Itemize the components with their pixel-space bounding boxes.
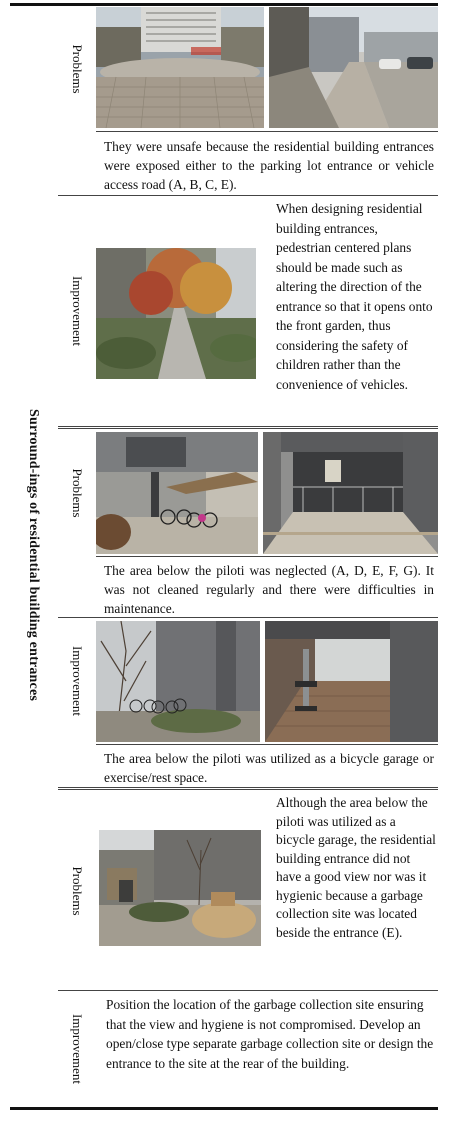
divider: [96, 556, 438, 557]
section-improvement-2: [58, 618, 438, 788]
section-problems-2: [58, 430, 438, 617]
piloti-bicycle-garage-photo: [96, 621, 260, 742]
section-text: The area below the piloti was neglected (A, D, E, F, G). It was not cleaned regularly and there were difficulties in maintenance.: [104, 563, 434, 616]
section-text: The area below the piloti was utilized as a bicycle garage or exercise/rest space.: [104, 751, 434, 785]
vehicle-access-road-photo: [269, 7, 438, 128]
divider: [58, 426, 438, 429]
divider: [96, 744, 438, 745]
piloti-exercise-space-photo: [265, 621, 438, 742]
section-problems-3: [58, 791, 438, 990]
section-label: Problems: [70, 43, 85, 94]
section-text: Position the location of the garbage collection site ensuring that the view and hygiene is not compromised. Develop an open/close type separate garbage collection site or design the entrance to the site at the rear of the building.: [106, 997, 434, 1071]
main-row-label: [10, 3, 56, 1107]
pedestrian-garden-path-photo: [96, 248, 256, 379]
garbage-collection-site-photo: [99, 830, 261, 946]
section-text: When designing residential building entrances, pedestrian centered plans should be made such as altering the direction of the entrance so that it opens onto the front garden, thus considering the safety of children rather than the convenience of vehicles.: [276, 201, 433, 392]
section-improvement-1: [58, 196, 438, 426]
divider: [96, 131, 438, 132]
section-label: Problems: [70, 865, 85, 916]
bottom-rule: [10, 1107, 438, 1110]
section-label: Improvement: [70, 275, 85, 347]
section-text: They were unsafe because the residential building entrances were exposed either to the parking lot entrance or vehicle access road (A, B, C, E).: [104, 139, 434, 192]
section-improvement-3: [58, 991, 438, 1107]
apartment-entrance-paved-photo: [96, 7, 264, 128]
piloti-bicycle-area-photo: [96, 432, 258, 554]
section-label: Improvement: [70, 1013, 85, 1085]
section-label: Improvement: [70, 645, 85, 717]
document-page: [10, 0, 438, 1122]
section-label: Problems: [70, 468, 85, 518]
piloti-empty-entrance-photo: [263, 432, 438, 554]
section-problems-1: [58, 6, 438, 196]
section-text: Although the area below the piloti was utilized as a bicycle garage, the residential building entrance did not have a good view nor was it hygienic because a garbage collection site was located beside the entrance (E).: [276, 795, 436, 940]
divider: [58, 787, 438, 790]
main-label-text: Surround-ings of residential building entrances: [26, 408, 41, 702]
